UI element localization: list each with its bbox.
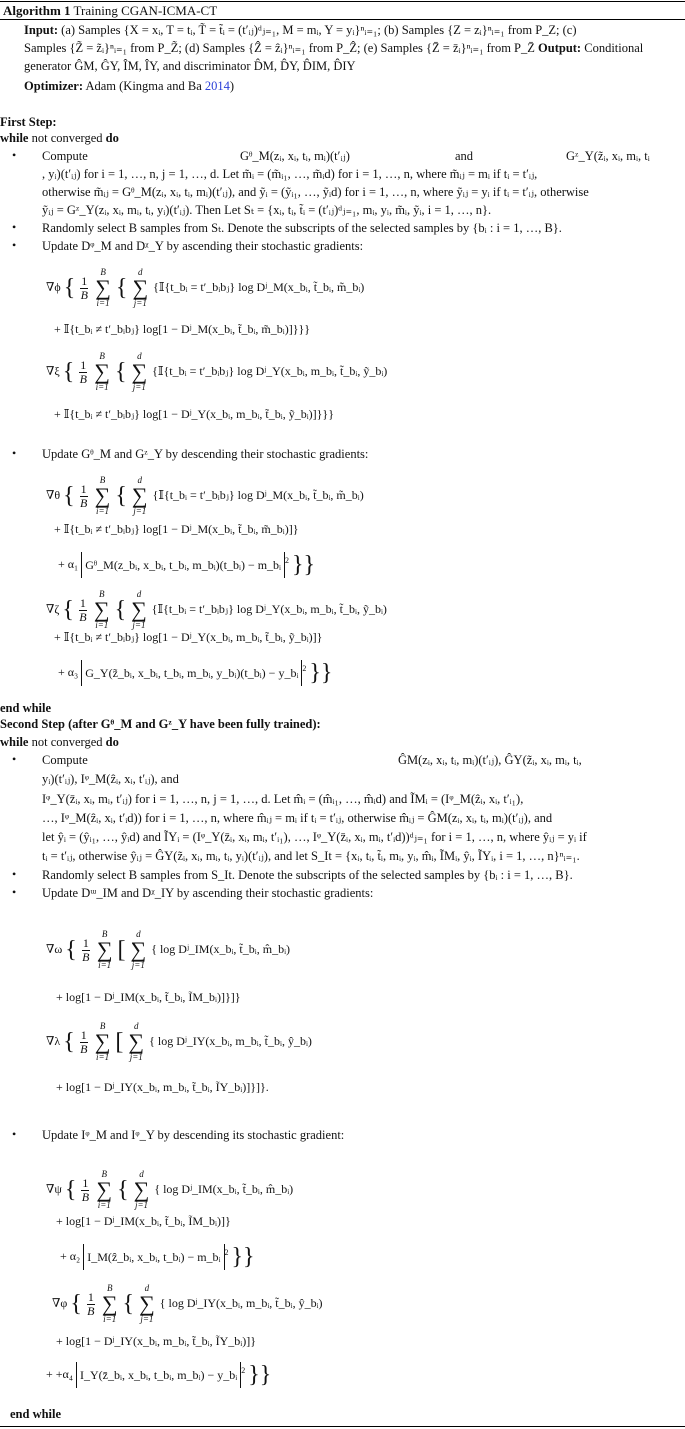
sum-j	[134, 1170, 150, 1210]
input-line-3	[24, 58, 356, 75]
sum-i	[102, 1284, 118, 1324]
frac-den: B	[80, 1041, 88, 1056]
sum-upper: d	[138, 267, 143, 277]
compute-line-2: , yᵢ)(t′ᵢⱼ) for i = 1, …, n, j = 1, …, d. Let m̃ᵢ = (m̃ᵢ₁, …, m̃ᵢd) for i = 1, …, n, where m̃ᵢⱼ = mᵢ if tᵢ = t′ᵢⱼ,	[42, 167, 538, 181]
sigma: ∑	[101, 1291, 118, 1316]
fraction-1-over-B	[82, 937, 90, 963]
sum-j	[132, 268, 148, 308]
sum-upper: B	[100, 267, 106, 277]
equation-grad-phi-line2: + 𝕀{t_bᵢ ≠ t′_bᵢbⱼ} log[1 − Dʲ_M(x_bᵢ, t̃_bᵢ, m̃_bᵢ)]}}}	[54, 322, 310, 336]
while-keyword: while	[0, 131, 29, 145]
sum-upper: d	[136, 929, 141, 939]
sum-upper: B	[99, 475, 106, 485]
frac-num: 1	[82, 935, 89, 950]
first-end-while: end while	[0, 701, 52, 715]
abs-term: Gᶿ_M(z_bᵢ, x_bᵢ, t_bᵢ, m_bᵢ)(t_bᵢ) − m_bᵢ	[81, 552, 285, 578]
bullet-icon: •	[12, 885, 17, 899]
sum-upper: d	[134, 1021, 139, 1031]
random-select-line: Randomly select B samples from Sₜ. Denote the subscripts of the selected samples by {bᵢ : i = 1, …, B}.	[42, 221, 562, 235]
sigma: ∑	[130, 937, 147, 962]
alpha-term: + +α₄	[46, 1366, 74, 1381]
equation-grad-theta-line1	[46, 476, 364, 516]
sum-j	[131, 590, 147, 630]
frac-den: B	[82, 949, 90, 964]
frac-num: 1	[80, 481, 87, 496]
equation-grad-zeta-line2: + 𝕀{t_bᵢ ≠ t′_bᵢbⱼ} log[1 − Dʲ_Y(x_bᵢ, m_bᵢ, t̃_bᵢ, ỹ_bᵢ)]}	[54, 630, 323, 644]
sigma: ∑	[94, 483, 111, 508]
fraction-1-over-B	[80, 275, 88, 301]
compute-term-gm: Gᶿ_M(zᵢ, xᵢ, tᵢ, mᵢ)(t′ᵢⱼ)	[240, 149, 350, 163]
sum-upper: B	[98, 589, 105, 599]
sigma: ∑	[131, 359, 148, 384]
sum-upper: B	[101, 929, 108, 939]
sum-j	[131, 930, 147, 970]
fraction-1-over-B	[79, 597, 87, 623]
compute-term-gy: Gᶻ_Y(z̃ᵢ, xᵢ, mᵢ, tᵢ	[566, 149, 650, 163]
brace: {	[122, 1291, 135, 1317]
bullet-icon: •	[12, 446, 17, 460]
frac-num: 1	[80, 1027, 87, 1042]
sum-lower: j=1	[129, 1052, 143, 1062]
compute-line-3: otherwise m̃ᵢⱼ = Gᶿ_M(zᵢ, xᵢ, tᵢ, mᵢ)(t′ᵢⱼ), and ỹᵢ = (ỹᵢ₁, …, ỹᵢd) for i = 1, …, n, where ỹᵢⱼ = yᵢ if tᵢ = t′ᵢⱼ, otherwise	[42, 185, 589, 199]
compute2-line-3: Iᵠ_Y(z̄ᵢ, xᵢ, mᵢ, t′ᵢⱼ) for i = 1, …, n, j = 1, …, d. Let m̂ᵢ = (m̂ᵢ₁, …, m̂ᵢd) and ĨMᵢ = (Iᵠ_M(ẑᵢ, xᵢ, t′ᵢ₁),	[42, 792, 524, 806]
sum-lower: i=1	[97, 1200, 111, 1210]
sigma: ∑	[139, 1291, 155, 1316]
update-di-line: Update Dᵚ_IM and Dᵡ_IY by ascending their stochastic gradients:	[42, 886, 374, 900]
brace: {	[63, 483, 75, 509]
sum-lower: i=1	[95, 382, 109, 392]
sum-upper: B	[101, 1169, 108, 1179]
equation-grad-psi-line3	[60, 1244, 255, 1270]
compute2-line-6: tᵢ = t′ᵢⱼ, otherwise ŷᵢⱼ = ĜY(z̃ᵢ, xᵢ, mᵢ, tᵢ, yᵢ)(t′ᵢⱼ), and let S_It = {xᵢ, tᵢ, t̃ᵢ, mᵢ, yᵢ, m̂ᵢ, ĨMᵢ, ŷᵢ, ĨYᵢ, i = 1, …, n}ⁿᵢ₌₁.	[42, 849, 580, 863]
input-line-2	[24, 40, 643, 57]
frac-den: B	[87, 1303, 95, 1318]
frac-den: B	[80, 495, 88, 510]
sigma: ∑	[131, 597, 147, 622]
brace: {	[62, 359, 75, 385]
compute-word-2: Compute	[42, 753, 88, 767]
algorithm-number: Algorithm 1	[3, 3, 71, 18]
optimizer-line	[24, 78, 234, 95]
sum-lower: i=1	[103, 1314, 117, 1324]
fraction-1-over-B	[79, 359, 87, 385]
brace: {	[62, 597, 74, 623]
random-select-line-2: Randomly select B samples from S_It. Denote the subscripts of the selected samples by {bᵢ : i = 1, …, B}.	[42, 868, 573, 882]
output-generators: generator ĜM, ĜY, ÎM, ÎY, and discriminator D̂M, D̂Y, D̂IM, D̂IY	[24, 59, 356, 73]
sigma: ∑	[94, 359, 110, 384]
equation-grad-varphi-line1	[52, 1284, 323, 1324]
frac-num: 1	[80, 357, 87, 372]
sum-upper: B	[106, 1283, 113, 1293]
frac-den: B	[79, 371, 87, 386]
sum-i	[96, 1170, 112, 1210]
eq-term: { log Dʲ_IY(x_bᵢ, m_bᵢ, t̃_bᵢ, ŷ_bᵢ)	[149, 1033, 312, 1048]
while-keyword: while	[0, 735, 29, 749]
output-label: Output:	[538, 41, 582, 55]
equation-grad-xi-line1	[46, 352, 387, 392]
indicator: {𝕀{t_bᵢ = t′_bᵢbⱼ}	[151, 601, 234, 616]
equation-grad-phi-line1	[46, 268, 364, 308]
brace: {	[70, 1291, 82, 1317]
alpha-term: + α₁	[58, 556, 79, 571]
eq-term: log Dʲ_M(x_bᵢ, t̃_bᵢ, m̃_bᵢ)	[238, 279, 365, 294]
sum-lower: j=1	[140, 1314, 154, 1324]
alpha-term: + α₂	[60, 1248, 81, 1263]
equation-grad-varphi-line2: + log[1 − Dʲ_IY(x_bᵢ, m_bᵢ, t̃_bᵢ, ĨY_bᵢ)]}	[56, 1334, 256, 1348]
brace: {	[114, 359, 127, 385]
sum-lower: i=1	[98, 960, 112, 970]
brace: {	[63, 275, 76, 301]
sigma: ∑	[131, 483, 148, 508]
sum-lower: i=1	[96, 298, 110, 308]
eq-term: { log Dʲ_IY(x_bᵢ, m_bᵢ, t̃_bᵢ, ŷ_bᵢ)	[159, 1295, 323, 1310]
frac-den: B	[81, 1189, 90, 1204]
braces: }}	[231, 1244, 255, 1270]
brace: {	[114, 597, 127, 623]
sum-upper: B	[99, 351, 105, 361]
sum-j	[128, 1022, 144, 1062]
output-text: Conditional	[584, 41, 644, 55]
equation-grad-omega-line2: + log[1 − Dʲ_IM(x_bᵢ, t̃_bᵢ, ĨM_bᵢ)]}]}	[56, 990, 241, 1004]
brace: {	[115, 483, 127, 509]
compute2-line-4: …, Iᵠ_M(ẑᵢ, xᵢ, t′ᵢd)) for i = 1, …, n, where m̂ᵢⱼ = mᵢ if tᵢ = t′ᵢⱼ, otherwise m̂ᵢⱼ = ĜM(zᵢ, xᵢ, tᵢ, mᵢ)(t′ᵢⱼ), and	[42, 811, 553, 825]
equation-grad-xi-line2: + 𝕀{t_bᵢ ≠ t′_bᵢbⱼ} log[1 − Dʲ_Y(x_bᵢ, m_bᵢ, t̃_bᵢ, ỹ_bᵢ)]}}}	[54, 407, 334, 421]
abs-term: I_M(ẑ_bᵢ, x_bᵢ, t_bᵢ) − m_bᵢ	[83, 1244, 224, 1270]
compute-term-right: ĜM(zᵢ, xᵢ, tᵢ, mᵢ)(t′ᵢⱼ), ĜY(z̃ᵢ, xᵢ, mᵢ, tᵢ,	[398, 753, 582, 767]
bullet-icon: •	[12, 1127, 17, 1141]
eq-term: { log Dʲ_IM(x_bᵢ, t̃_bᵢ, m̂_bᵢ)	[154, 1181, 294, 1196]
brace: {	[63, 1029, 75, 1055]
nabla-xi: ∇ξ	[46, 363, 60, 378]
sigma: ∑	[96, 1177, 113, 1202]
optimizer-close: )	[229, 79, 235, 93]
sum-i	[97, 930, 113, 970]
citation-link[interactable]: 2014	[204, 79, 230, 93]
brace: {	[64, 1177, 77, 1203]
sigma: ∑	[93, 597, 110, 622]
nabla-theta: ∇θ	[46, 487, 61, 502]
sum-lower: i=1	[95, 620, 109, 630]
compute2-line-5: let ŷᵢ = (ŷᵢ₁, …, ŷᵢd) and ĨYᵢ = (Iᵠ_Y(z̄ᵢ, xᵢ, mᵢ, t′ᵢ₁), …, Iᵠ_Y(z̄ᵢ, xᵢ, mᵢ, t′ᵢd))ᵈⱼ₌₁ for i = 1, …, n, where ŷᵢⱼ = yᵢ if	[42, 830, 587, 844]
compute-line-4: ỹᵢⱼ = Gᶻ_Y(zᵢ, xᵢ, mᵢ, tᵢ, yᵢ)(t′ᵢⱼ). Then Let Sₜ = {xᵢ, tᵢ, t̃ᵢ = (t′ᵢⱼ)ᵈⱼ₌₁, mᵢ, yᵢ, m̃ᵢ, ỹᵢ, i = 1, …, n}.	[42, 203, 492, 217]
while-condition: not converged	[28, 131, 106, 145]
sum-lower: j=1	[133, 298, 147, 308]
eq-term: log Dʲ_M(x_bᵢ, t̃_bᵢ, m̃_bᵢ)	[237, 487, 364, 502]
sum-upper: d	[137, 475, 142, 485]
frac-den: B	[80, 287, 88, 302]
optimizer-label: Optimizer:	[24, 79, 84, 93]
sigma: ∑	[95, 275, 111, 300]
bracket: [	[115, 1029, 124, 1055]
braces: }}	[309, 660, 333, 686]
fraction-1-over-B	[80, 1029, 88, 1055]
equation-grad-psi-line1	[46, 1170, 293, 1210]
do-keyword: do	[105, 735, 119, 749]
equation-grad-varphi-line3	[46, 1362, 271, 1388]
sigma: ∑	[128, 1029, 145, 1054]
eq-term: log Dʲ_Y(x_bᵢ, m_bᵢ, t̃_bᵢ, ỹ_bᵢ)	[236, 601, 387, 616]
indicator: {𝕀{t_bᵢ = t′_bᵢbⱼ}	[152, 363, 235, 378]
nabla-phi: ∇ϕ	[46, 279, 61, 294]
brace: {	[65, 937, 77, 963]
while-condition: not converged	[28, 735, 106, 749]
bullet-icon: •	[12, 752, 17, 766]
bracket: [	[117, 937, 126, 963]
sum-upper: d	[137, 351, 142, 361]
first-step-heading: First Step:	[0, 115, 57, 129]
update-d-line: Update Dᵠ_M and Dᵡ_Y by ascending their stochastic gradients:	[42, 239, 364, 253]
sum-upper: B	[99, 1021, 106, 1031]
exponent: 2	[285, 555, 290, 565]
sum-lower: j=1	[133, 506, 147, 516]
compute2-line-2: yᵢ)(t′ᵢⱼ), Iᵠ_M(ẑᵢ, xᵢ, t′ᵢⱼ), and	[42, 772, 179, 786]
sum-upper: d	[136, 589, 142, 599]
exponent: 2	[302, 663, 307, 673]
brace: {	[115, 275, 128, 301]
equation-grad-lambda-line1	[46, 1022, 312, 1062]
exponent: 2	[224, 1247, 229, 1257]
sigma: ∑	[133, 1177, 150, 1202]
update-g-line: Update Gᶿ_M and Gᶻ_Y by descending their stochastic gradients:	[42, 447, 369, 461]
frac-den: B	[79, 609, 87, 624]
abs-term: G_Y(z̃_bᵢ, x_bᵢ, t_bᵢ, m_bᵢ, y_bᵢ)(t_bᵢ) − y_bᵢ	[81, 660, 302, 686]
equation-grad-theta-line2: + 𝕀{t_bᵢ ≠ t′_bᵢbⱼ} log[1 − Dʲ_M(x_bᵢ, t̃_bᵢ, m̃_bᵢ)]}	[54, 522, 299, 536]
algorithm-caption	[3, 2, 217, 19]
sigma: ∑	[132, 275, 149, 300]
frac-num: 1	[79, 595, 86, 610]
algorithm-title: Training CGAN-ICMA-CT	[73, 3, 218, 18]
sum-j	[132, 476, 148, 516]
sum-lower: j=1	[132, 382, 146, 392]
sum-lower: j=1	[131, 960, 145, 970]
bullet-icon: •	[12, 238, 17, 252]
sum-i	[94, 590, 110, 630]
braces: }}	[292, 552, 316, 578]
input-text-2: Samples {Z̃ = z̃ᵢ}ⁿᵢ₌₁ from P_Z̃; (d) Samples {Ẑ = ẑᵢ}ⁿᵢ₌₁ from P_Ẑ; (e) Samples {Z̄ = z̄ᵢ}ⁿᵢ₌₁ from P_Z̄	[24, 41, 535, 55]
nabla-zeta: ∇ζ	[46, 601, 60, 616]
sum-upper: d	[144, 1283, 150, 1293]
second-while-line	[0, 734, 119, 751]
equation-grad-psi-line2: + log[1 − Dʲ_IM(x_bᵢ, t̃_bᵢ, ĨM_bᵢ)]}	[56, 1214, 231, 1228]
equation-grad-zeta-line1	[46, 590, 387, 630]
sum-i	[95, 1022, 111, 1062]
braces: }}	[248, 1362, 272, 1388]
equation-grad-omega-line1	[46, 930, 290, 970]
fraction-1-over-B	[87, 1291, 95, 1317]
sum-lower: j=1	[134, 1200, 149, 1210]
do-keyword: do	[105, 131, 119, 145]
bullet-icon: •	[12, 867, 17, 881]
sigma: ∑	[96, 937, 113, 962]
bullet-icon: •	[12, 148, 17, 162]
frac-num: 1	[81, 273, 88, 288]
caption-rule	[0, 19, 685, 20]
second-step-heading: Second Step (after Gᶿ_M and Gᶻ_Y have been fully trained):	[0, 717, 321, 731]
input-text-1: (a) Samples {X = xᵢ, T = tᵢ, T̃ = t̃ᵢ = (t′ᵢⱼ)ᵈⱼ₌₁, M = mᵢ, Y = yᵢ}ⁿᵢ₌₁; (b) Samples {Z = zᵢ}ⁿᵢ₌₁ from P_Z; (c)	[61, 23, 577, 37]
optimizer-text: Adam (Kingma and Ba	[85, 79, 205, 93]
nabla-varphi: ∇φ	[52, 1295, 68, 1310]
sum-lower: j=1	[132, 620, 146, 630]
fraction-1-over-B	[81, 1177, 89, 1203]
bottom-rule	[0, 1426, 685, 1427]
abs-term: I_Y(z̄_bᵢ, x_bᵢ, t_bᵢ, m_bᵢ) − y_bᵢ	[76, 1362, 241, 1388]
indicator: {𝕀{t_bᵢ = t′_bᵢbⱼ}	[152, 487, 235, 502]
sum-j	[131, 352, 147, 392]
sum-lower: i=1	[95, 506, 110, 516]
nabla-omega: ∇ω	[46, 941, 63, 956]
alpha-term: + α₃	[58, 664, 79, 679]
compute-word: Compute	[42, 149, 88, 163]
sum-i	[94, 352, 110, 392]
update-i-line: Update Iᵠ_M and Iᵠ_Y by descending its stochastic gradient:	[42, 1128, 345, 1142]
sum-lower: i=1	[96, 1052, 110, 1062]
indicator: {𝕀{t_bᵢ = t′_bᵢbⱼ}	[153, 279, 236, 294]
sigma: ∑	[94, 1029, 111, 1054]
exponent: 2	[241, 1365, 246, 1375]
nabla-psi: ∇ψ	[46, 1181, 62, 1196]
frac-num: 1	[87, 1289, 94, 1304]
equation-grad-lambda-line2: + log[1 − Dʲ_IY(x_bᵢ, m_bᵢ, t̃_bᵢ, ĨY_bᵢ)]}]}.	[56, 1080, 269, 1094]
compute-and: and	[455, 149, 474, 163]
fraction-1-over-B	[80, 483, 88, 509]
first-while-line	[0, 130, 119, 147]
sum-i	[95, 268, 111, 308]
bullet-icon: •	[12, 220, 17, 234]
sum-upper: d	[139, 1169, 144, 1179]
nabla-lambda: ∇λ	[46, 1033, 61, 1048]
equation-grad-theta-line3	[58, 552, 315, 578]
sum-i	[95, 476, 111, 516]
frac-num: 1	[82, 1175, 89, 1190]
input-label: Input:	[24, 23, 59, 37]
input-line-1	[24, 22, 577, 39]
sum-j	[139, 1284, 155, 1324]
equation-grad-zeta-line3	[58, 660, 332, 686]
eq-term: { log Dʲ_IM(x_bᵢ, t̃_bᵢ, m̂_bᵢ)	[151, 941, 291, 956]
second-end-while: end while	[10, 1407, 62, 1421]
brace: {	[117, 1177, 129, 1203]
eq-term: log Dʲ_Y(x_bᵢ, m_bᵢ, t̃_bᵢ, ỹ_bᵢ)	[237, 363, 388, 378]
